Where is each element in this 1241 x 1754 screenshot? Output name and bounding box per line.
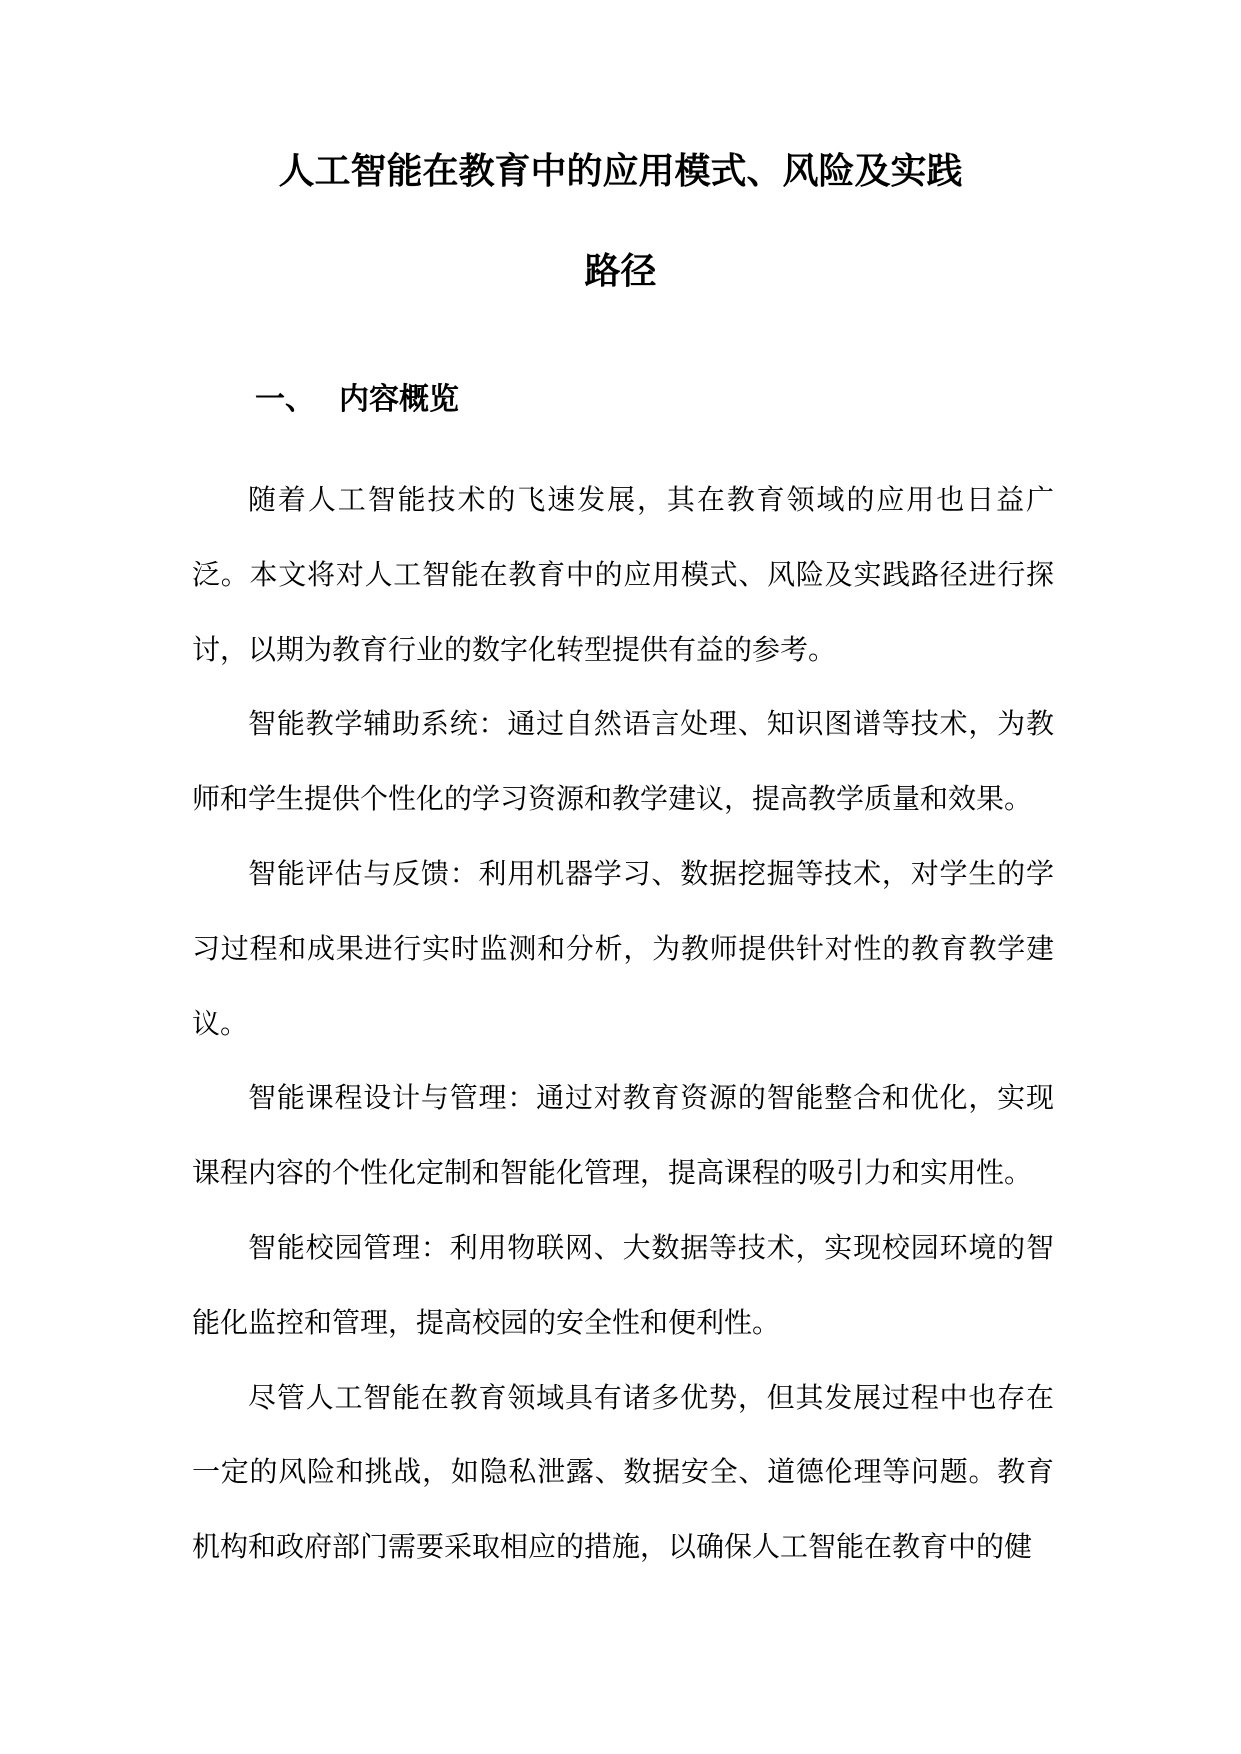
- paragraph: 智能教学辅助系统：通过自然语言处理、知识图谱等技术，为教师和学生提供个性化的学习资源和教学建议，提高教学质量和效果。: [192, 707, 1054, 816]
- paragraph: 智能课程设计与管理：通过对教育资源的智能整合和优化，实现课程内容的个性化定制和智能化管理，提高课程的吸引力和实用性。: [192, 1081, 1054, 1190]
- paragraph: 智能校园管理：利用物联网、大数据等技术，实现校园环境的智能化监控和管理，提高校园的安全性和便利性。: [192, 1230, 1054, 1339]
- body-text: [192, 463, 1054, 1585]
- paragraph: 随着人工智能技术的飞速发展，其在教育领域的应用也日益广泛。本文将对人工智能在教育中的应用模式、风险及实践路径进行探讨，以期为教育行业的数字化转型提供有益的参考。: [192, 483, 1054, 666]
- section-title: 内容概览: [339, 382, 459, 417]
- section-heading: [255, 380, 459, 420]
- paragraph: 尽管人工智能在教育领域具有诸多优势，但其发展过程中也存在一定的风险和挑战，如隐私泄露、数据安全、道德伦理等问题。教育机构和政府部门需要采取相应的措施，以确保人工智能在教育中的健: [192, 1380, 1054, 1564]
- paragraph: 智能评估与反馈：利用机器学习、数据挖掘等技术，对学生的学习过程和成果进行实时监测和分析，为教师提供针对性的教育教学建议。: [192, 856, 1054, 1040]
- document-title-line-1: 人工智能在教育中的应用模式、风险及实践: [278, 151, 963, 192]
- section-number: 一、: [255, 382, 315, 417]
- document-title-line-2: 路径: [584, 251, 657, 292]
